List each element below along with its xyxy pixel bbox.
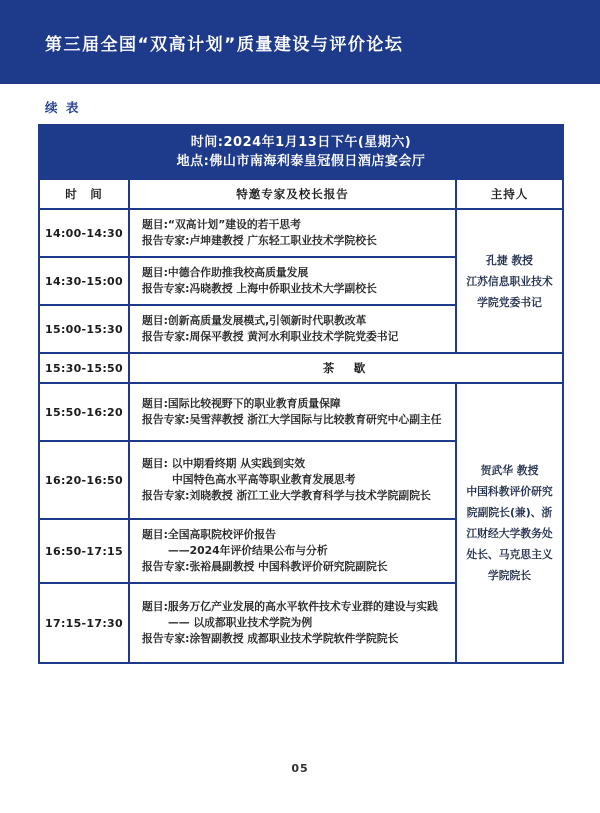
report-cell	[129, 209, 456, 257]
tea-break-row	[39, 353, 563, 383]
time-cell: 17:15-17:30	[39, 583, 129, 663]
report-cell	[129, 441, 456, 519]
column-header-row	[39, 179, 563, 209]
report-topic: 题目: 以中期看终期 从实践到实效	[142, 457, 305, 470]
session-info-cell	[39, 125, 563, 179]
report-cell	[129, 383, 456, 441]
report-topic: 题目:服务万亿产业发展的高水平软件技术专业群的建设与实践	[142, 600, 438, 613]
host-affiliation: 中国科教评价研究	[466, 485, 553, 498]
host-cell	[456, 209, 563, 353]
continued-table-label: 续 表	[45, 100, 81, 115]
report-speaker: 报告专家:涂智副教授 成都职业技术学院软件学院院长	[142, 632, 399, 645]
time-cell: 14:00-14:30	[39, 209, 129, 257]
tea-break-cell: 茶 歇	[129, 353, 563, 383]
report-topic-line2: 中国特色高水平高等职业教育发展思考	[172, 473, 356, 486]
time-cell: 16:50-17:15	[39, 519, 129, 583]
report-speaker: 报告专家:卢坤建教授 广东轻工职业技术学院校长	[142, 234, 377, 247]
host-affiliation: 院副院长(兼)、浙	[466, 506, 553, 519]
report-cell	[129, 257, 456, 305]
host-name: 贺武华 教授	[480, 464, 539, 477]
report-cell	[129, 583, 456, 663]
agenda-row	[39, 383, 563, 441]
session-info-row	[39, 125, 563, 179]
host-name: 孔捷 教授	[486, 253, 533, 267]
report-topic-line2: ——2024年评价结果公布与分析	[168, 544, 328, 557]
host-cell	[456, 383, 563, 663]
report-speaker: 报告专家:冯晓教授 上海中侨职业技术大学副校长	[142, 282, 377, 295]
time-cell: 14:30-15:00	[39, 257, 129, 305]
report-speaker: 报告专家:刘晓教授 浙江工业大学教育科学与技术学院副院长	[142, 489, 431, 502]
report-cell	[129, 305, 456, 353]
time-cell: 15:00-15:30	[39, 305, 129, 353]
host-affiliation: 学院党委书记	[477, 295, 542, 309]
report-topic: 题目:国际比较视野下的职业教育质量保障	[142, 397, 341, 410]
report-speaker: 报告专家:周保平教授 黄河水利职业技术学院党委书记	[142, 330, 399, 343]
report-speaker: 报告专家:张裕晨副教授 中国科教评价研究院副院长	[142, 560, 388, 573]
time-cell: 16:20-16:50	[39, 441, 129, 519]
time-cell: 15:30-15:50	[39, 353, 129, 383]
agenda-table	[38, 124, 564, 664]
report-topic-line2: —— 以成都职业技术学院为例	[168, 616, 313, 629]
page-header-banner	[0, 0, 600, 84]
column-header-host: 主持人	[456, 179, 563, 209]
agenda-row	[39, 209, 563, 257]
time-cell: 15:50-16:20	[39, 383, 129, 441]
column-header-reports: 特邀专家及校长报告	[129, 179, 456, 209]
report-topic: 题目:全国高职院校评价报告	[142, 528, 276, 541]
host-affiliation: 学院院长	[487, 569, 532, 582]
report-topic: 题目:中德合作助推我校高质量发展	[142, 266, 309, 279]
host-affiliation: 江财经大学教务处	[466, 527, 553, 540]
page-number: 05	[291, 762, 309, 775]
report-cell	[129, 519, 456, 583]
session-time: 时间:2024年1月13日下午(星期六)	[190, 135, 412, 150]
session-location: 地点:佛山市南海利泰皇冠假日酒店宴会厅	[176, 154, 426, 169]
host-affiliation: 处长、马克思主义	[466, 548, 553, 561]
report-speaker: 报告专家:吴雪萍教授 浙江大学国际与比较教育研究中心副主任	[142, 413, 442, 426]
report-topic: 题目:创新高质量发展模式,引领新时代职教改革	[142, 314, 367, 327]
column-header-time: 时 间	[39, 179, 129, 209]
host-affiliation: 江苏信息职业技术	[466, 274, 553, 288]
forum-title: 第三届全国“双高计划”质量建设与评价论坛	[45, 34, 404, 55]
report-topic: 题目:“双高计划”建设的若干思考	[142, 218, 301, 231]
